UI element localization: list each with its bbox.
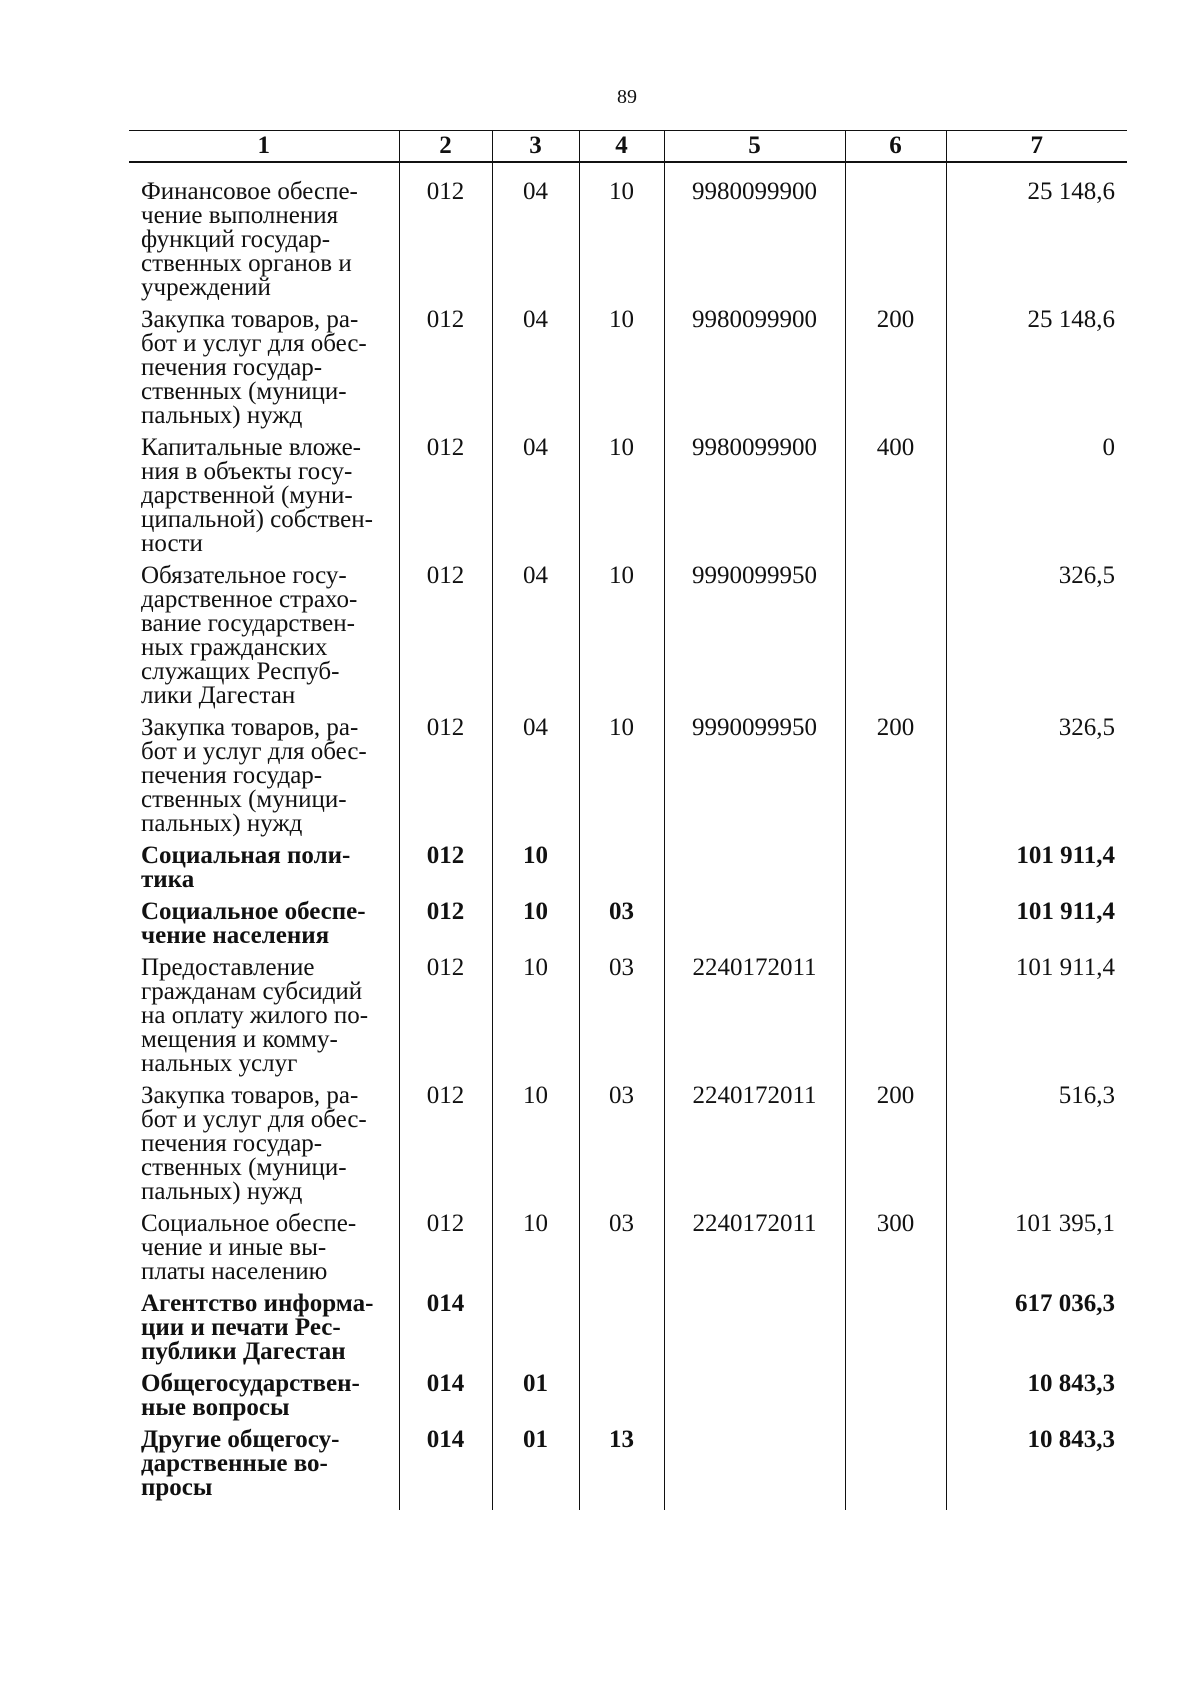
- table-row: [129, 1212, 1127, 1292]
- expense-type-cell: [845, 900, 946, 956]
- ministry-code-cell: 014: [399, 1372, 492, 1428]
- subsection-code-cell: 03: [579, 956, 664, 1084]
- table-row: [129, 1084, 1127, 1212]
- amount-cell: 0: [946, 436, 1127, 564]
- section-code-cell: 01: [492, 1372, 579, 1428]
- amount-cell: 101 911,4: [946, 900, 1127, 956]
- section-code-cell: 10: [492, 900, 579, 956]
- column-header: 1: [129, 131, 399, 163]
- expense-type-cell: 200: [845, 716, 946, 844]
- target-article-cell: 2240172011: [664, 1084, 845, 1212]
- table-row: [129, 1372, 1127, 1428]
- expense-type-cell: 200: [845, 1084, 946, 1212]
- target-article-cell: 2240172011: [664, 1212, 845, 1292]
- amount-cell: 101 911,4: [946, 956, 1127, 1084]
- expense-type-cell: [845, 1372, 946, 1428]
- target-article-cell: 9980099900: [664, 162, 845, 308]
- item-name-cell: Другие общегосу- дарственные во- просы: [141, 1426, 340, 1501]
- item-name-cell: Социальное обеспе- чение населения: [141, 898, 366, 949]
- item-name-cell: Агентство информа- ции и печати Рес- публики Дагестан: [141, 1290, 374, 1365]
- ministry-code-cell: 012: [399, 900, 492, 956]
- item-name-cell: Общегосударствен- ные вопросы: [141, 1370, 360, 1421]
- section-code-cell: 04: [492, 564, 579, 716]
- target-article-cell: [664, 1372, 845, 1428]
- subsection-code-cell: 10: [579, 564, 664, 716]
- subsection-code-cell: 10: [579, 716, 664, 844]
- item-name-cell: Обязательное госу- дарственное страхо- вание государствен- ных гражданских служащих Респуб- лики Дагестан: [141, 562, 358, 709]
- section-code-cell: 10: [492, 956, 579, 1084]
- table-row: [129, 436, 1127, 564]
- amount-cell: 516,3: [946, 1084, 1127, 1212]
- ministry-code-cell: 014: [399, 1428, 492, 1510]
- section-code-cell: 10: [492, 1084, 579, 1212]
- amount-cell: 617 036,3: [946, 1292, 1127, 1372]
- subsection-code-cell: 10: [579, 436, 664, 564]
- table-row: [129, 716, 1127, 844]
- ministry-code-cell: 012: [399, 564, 492, 716]
- subsection-code-cell: 13: [579, 1428, 664, 1510]
- target-article-cell: 9990099950: [664, 716, 845, 844]
- subsection-code-cell: [579, 1372, 664, 1428]
- amount-cell: 25 148,6: [946, 308, 1127, 436]
- subsection-code-cell: 03: [579, 1084, 664, 1212]
- expense-type-cell: 200: [845, 308, 946, 436]
- item-name-cell: Социальная поли- тика: [141, 842, 351, 893]
- ministry-code-cell: 012: [399, 1212, 492, 1292]
- item-name-cell: Закупка товаров, ра- бот и услуг для обес- печения государ- ственных (муници- пальных) нужд: [141, 306, 367, 429]
- expense-type-cell: [845, 1428, 946, 1510]
- item-name-cell: Социальное обеспе- чение и иные вы- платы населению: [141, 1210, 357, 1285]
- item-name-cell: Капитальные вложе- ния в объекты госу- дарственной (муни- ципальной) собствен- ности: [141, 434, 373, 557]
- table-row: [129, 1428, 1127, 1510]
- budget-table: [129, 130, 1127, 1510]
- expense-type-cell: 400: [845, 436, 946, 564]
- amount-cell: 326,5: [946, 564, 1127, 716]
- subsection-code-cell: 10: [579, 162, 664, 308]
- target-article-cell: [664, 1428, 845, 1510]
- column-header: 6: [845, 131, 946, 163]
- subsection-code-cell: [579, 844, 664, 900]
- amount-cell: 326,5: [946, 716, 1127, 844]
- section-code-cell: 01: [492, 1428, 579, 1510]
- expense-type-cell: [845, 844, 946, 900]
- amount-cell: 101 395,1: [946, 1212, 1127, 1292]
- ministry-code-cell: 012: [399, 844, 492, 900]
- target-article-cell: [664, 900, 845, 956]
- column-header: 2: [399, 131, 492, 163]
- table-row: [129, 900, 1127, 956]
- subsection-code-cell: 03: [579, 900, 664, 956]
- ministry-code-cell: 014: [399, 1292, 492, 1372]
- amount-cell: 101 911,4: [946, 844, 1127, 900]
- table-row: [129, 1292, 1127, 1372]
- section-code-cell: 10: [492, 844, 579, 900]
- table-row: [129, 844, 1127, 900]
- target-article-cell: 9980099900: [664, 308, 845, 436]
- section-code-cell: [492, 1292, 579, 1372]
- ministry-code-cell: 012: [399, 162, 492, 308]
- amount-cell: 10 843,3: [946, 1372, 1127, 1428]
- table-row: [129, 956, 1127, 1084]
- subsection-code-cell: [579, 1292, 664, 1372]
- table-header-row: [129, 131, 1127, 163]
- target-article-cell: 9980099900: [664, 436, 845, 564]
- ministry-code-cell: 012: [399, 436, 492, 564]
- ministry-code-cell: 012: [399, 308, 492, 436]
- item-name-cell: Финансовое обеспе- чение выполнения функций государ- ственных органов и учреждений: [141, 178, 358, 301]
- table-row: [129, 308, 1127, 436]
- section-code-cell: 04: [492, 436, 579, 564]
- ministry-code-cell: 012: [399, 956, 492, 1084]
- target-article-cell: 9990099950: [664, 564, 845, 716]
- expense-type-cell: [845, 956, 946, 1084]
- target-article-cell: [664, 844, 845, 900]
- section-code-cell: 10: [492, 1212, 579, 1292]
- table-row: [129, 564, 1127, 716]
- section-code-cell: 04: [492, 162, 579, 308]
- amount-cell: 25 148,6: [946, 162, 1127, 308]
- item-name-cell: Закупка товаров, ра- бот и услуг для обес- печения государ- ственных (муници- пальных) нужд: [141, 714, 367, 837]
- subsection-code-cell: 10: [579, 308, 664, 436]
- expense-type-cell: [845, 162, 946, 308]
- expense-type-cell: [845, 1292, 946, 1372]
- item-name-cell: Закупка товаров, ра- бот и услуг для обес- печения государ- ственных (муници- пальных) нужд: [141, 1082, 367, 1205]
- ministry-code-cell: 012: [399, 1084, 492, 1212]
- column-header: 4: [579, 131, 664, 163]
- column-header: 3: [492, 131, 579, 163]
- table-row: [129, 162, 1127, 308]
- expense-type-cell: [845, 564, 946, 716]
- ministry-code-cell: 012: [399, 716, 492, 844]
- column-header: 7: [946, 131, 1127, 163]
- section-code-cell: 04: [492, 308, 579, 436]
- subsection-code-cell: 03: [579, 1212, 664, 1292]
- target-article-cell: [664, 1292, 845, 1372]
- column-header: 5: [664, 131, 845, 163]
- item-name-cell: Предоставление гражданам субсидий на оплату жилого по- мещения и комму- нальных услуг: [141, 954, 369, 1077]
- amount-cell: 10 843,3: [946, 1428, 1127, 1510]
- page-number: 89: [617, 86, 637, 108]
- target-article-cell: 2240172011: [664, 956, 845, 1084]
- table-body: [129, 162, 1127, 1510]
- expense-type-cell: 300: [845, 1212, 946, 1292]
- section-code-cell: 04: [492, 716, 579, 844]
